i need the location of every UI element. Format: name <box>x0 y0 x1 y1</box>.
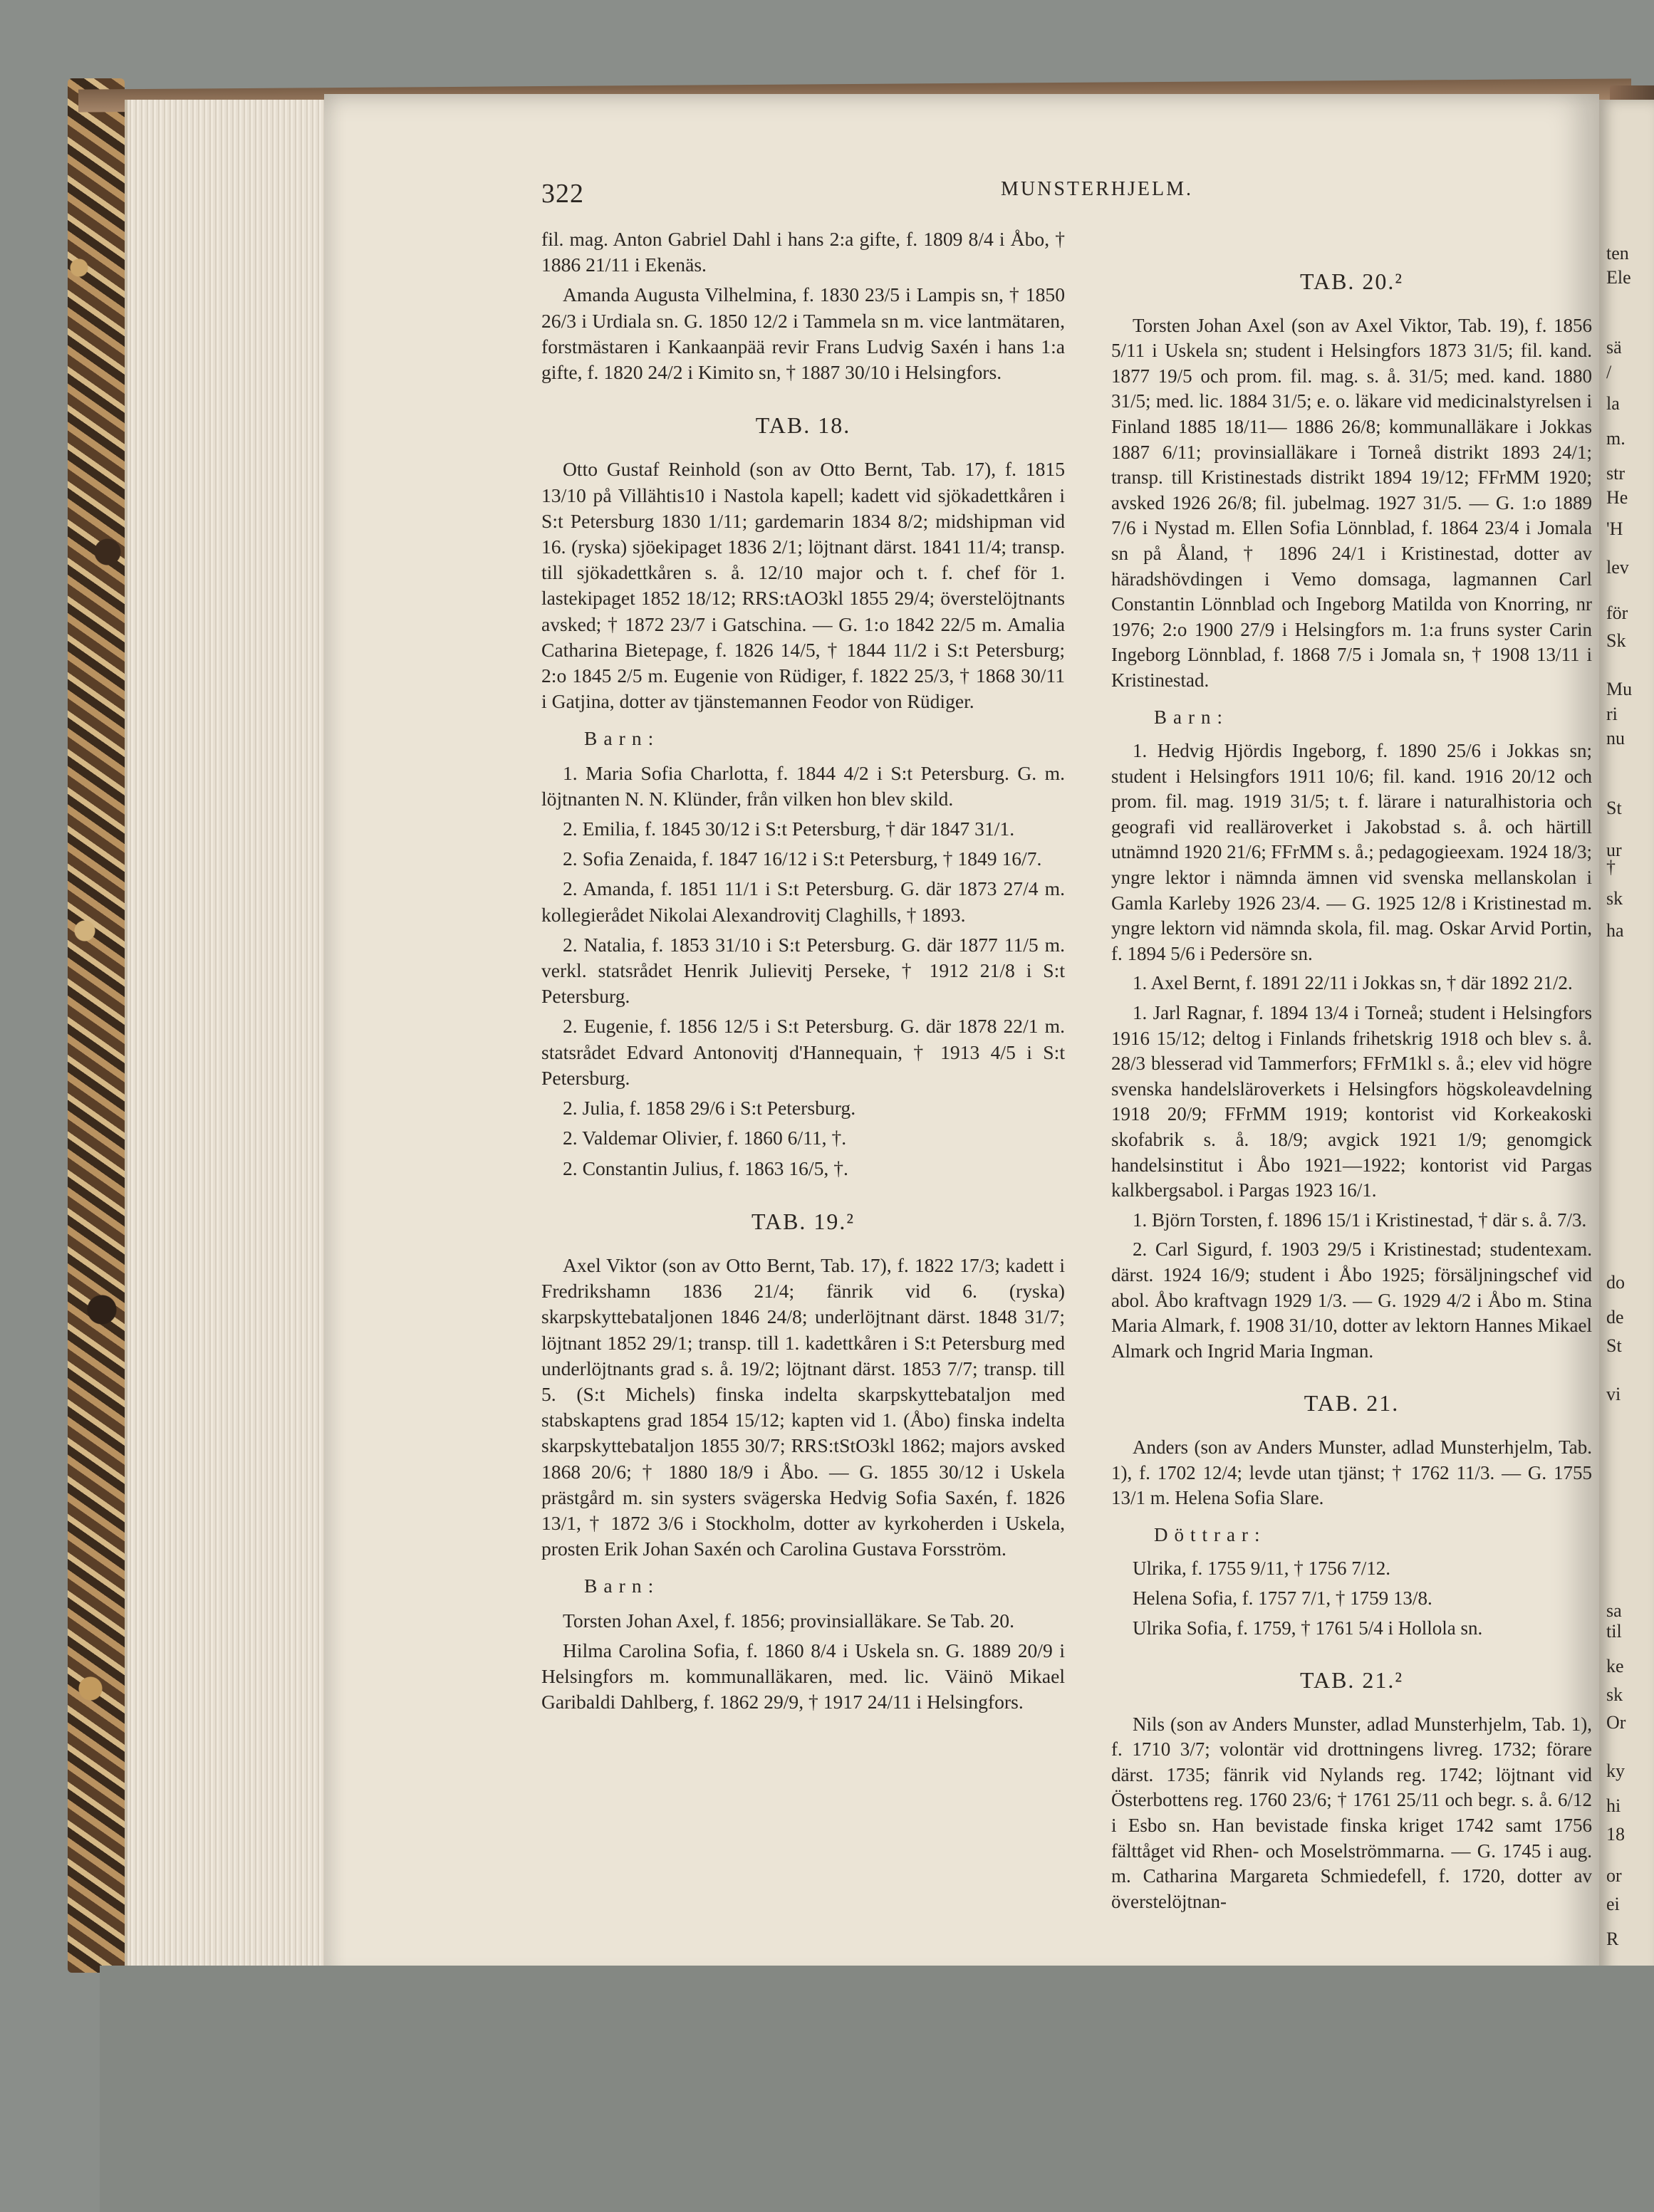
facing-page-fragment: ha <box>1606 919 1624 941</box>
facing-page-fragment: sk <box>1606 1684 1623 1705</box>
facing-page-fragment: de <box>1606 1307 1624 1328</box>
facing-page-fragment: or <box>1606 1865 1622 1887</box>
facing-page-fragment: He <box>1606 486 1628 508</box>
text-paragraph: Helena Sofia, f. 1757 7/1, † 1759 13/8. <box>1133 1587 1432 1609</box>
facing-page-fragment: sa <box>1606 1600 1622 1621</box>
text-paragraph: 2. Constantin Julius, f. 1863 16/5, †. <box>563 1157 848 1179</box>
facing-page-fragment: Sk <box>1606 630 1626 651</box>
facing-page-fragment: str <box>1606 462 1625 484</box>
table-heading: TAB. 18. <box>755 412 851 439</box>
section-label: Barn: <box>1154 706 1229 728</box>
section-label: Döttrar: <box>1154 1523 1266 1545</box>
text-paragraph: Torsten Johan Axel, f. 1856; provinsialläkare. Se Tab. 20. <box>563 1609 1014 1632</box>
text-paragraph: Ulrika Sofia, f. 1759, † 1761 5/4 i Hollola sn. <box>1133 1617 1483 1639</box>
facing-page-fragment: lev <box>1606 556 1629 578</box>
text-paragraph: 1. Maria Sofia Charlotta, f. 1844 4/2 i S:t Petersburg. G. m. löjtnanten N. N. Klünder, från vilken hon blev skild. <box>541 761 1065 810</box>
text-paragraph: Otto Gustaf Reinhold (son av Otto Bernt, Tab. 17), f. 1815 13/10 på Villähtis10 i Nastola kapell; kadett vid sjökadettkåren i S:t Petersburg 1830 1/11; gardemarin 1834 8/2; midshipman vid 16. (ryska) sjöekipaget 1836 2/1; löjtnant därst. 1841 11/4; transp. till sjökadettkåren s. å. 12/10 major och t. f. chef för 1. lastekipaget 1852 18/12; RRS:tAO3kl 1855 29/4; överstelöjtnants avsked; † 1872 23/7 i Gatschina. — G. 1:o 1842 22/5 m. Amalia Catharina Bietepage, f. 1826 14/5, † 1844 11/2 i S:t Petersburg; 2:o 1845 2/5 m. Eugenie von Rüdiger, f. 1822 25/3, † 1868 30/11 i Gatjina, dotter av tjänstemannen Feodor von Rüdiger. <box>541 458 1065 713</box>
text-paragraph: 1. Jarl Ragnar, f. 1894 13/4 i Torneå; student i Helsingfors 1916 15/12; deltog i Finlands frihetskrig 1918 och blev s. å. 28/3 blesserad vid Tammerfors; FFrM1kl s. å.; elev vid högre svenska handelsläroverkets i Helsingfors högskoleavdelning 1918 20/9; FFrMM 1919; kontorist vid Korkeakoski skofabrik s. å. 18/9; avgick 1921 1/9; genomgick handelsinstitut i Åbo 1921—1922; kontorist vid Pargas kalkbergsabol. i Pargas 1923 16/1. <box>1111 1002 1592 1201</box>
text-paragraph: 2. Sofia Zenaida, f. 1847 16/12 i S:t Petersburg, † 1849 16/7. <box>563 847 1042 870</box>
text-paragraph: fil. mag. Anton Gabriel Dahl i hans 2:a gifte, f. 1809 8/4 i Åbo, † 1886 21/11 i Ekenäs. <box>541 228 1065 276</box>
text-paragraph: 2. Amanda, f. 1851 11/1 i S:t Petersburg. G. där 1873 27/4 m. kollegierådet Nikolai Alexandrovitj Claghills, † 1893. <box>541 877 1065 926</box>
facing-page-fragment: † <box>1606 857 1616 878</box>
facing-page-fragment: sk <box>1606 888 1623 909</box>
text-paragraph: 1. Axel Bernt, f. 1891 22/11 i Jokkas sn, † där 1892 21/2. <box>1133 972 1573 994</box>
running-head: MUNSTERHJELM. <box>1001 178 1194 200</box>
text-paragraph: 1. Björn Torsten, f. 1896 15/1 i Kristinestad, † där s. å. 7/3. <box>1133 1209 1587 1231</box>
text-paragraph: 2. Eugenie, f. 1856 12/5 i S:t Petersburg. G. där 1878 22/1 m. statsrådet Edvard Antonovitj d'Hannequain, † 1913 4/5 i S:t Petersburg. <box>541 1015 1065 1089</box>
facing-page-fragment: ky <box>1606 1760 1625 1782</box>
text-paragraph: Axel Viktor (son av Otto Bernt, Tab. 17), f. 1822 17/3; kadett i Fredrikshamn 1836 21/4; fänrik vid 6. (ryska) skarpskyttebataljonen 1846 24/8; underlöjtnant därst. 1848 31/7; löjtnant 1852 29/1; transp. till 1. kadettkåren i S:t Petersburg med underlöjtnants grad s. å. 19/2; löjtnant därst. 1853 7/7; transp. till 5. (S:t Michels) finska indelta skarpskyttebataljon med stabskaptens grad 1854 15/12; kapten vid 1. (Åbo) finska indelta skarpskyttebataljon 1855 30/7; RRS:tStO3kl 1862; majors avsked 1868 20/6; † 1880 18/9 i Åbo. — G. 1855 30/12 i Uskela prästgård m. sin systers svägerska Hedvig Sofia Saxén, f. 1826 13/1, † 1872 3/6 i Stockholm, dotter av kyrkoherden i Uskela, prosten Erik Johan Saxén och Carolina Gustava Forsström. <box>541 1253 1065 1560</box>
facing-page-edge <box>1599 100 1654 1980</box>
text-paragraph: Hilma Carolina Sofia, f. 1860 8/4 i Uskela sn. G. 1889 20/9 i Helsingfors m. kommunalläkaren, med. lic. Väinö Mikael Garibaldi Dahlberg, f. 1862 29/9, † 1917 24/11 i Helsingfors. <box>541 1639 1065 1713</box>
text-paragraph: Anders (son av Anders Munster, adlad Munsterhjelm, Tab. 1), f. 1702 12/4; levde utan tjänst; † 1762 11/3. — G. 1755 13/1 m. Helena Sofia Slare. <box>1111 1436 1592 1509</box>
text-paragraph: 2. Julia, f. 1858 29/6 i S:t Petersburg. <box>563 1097 856 1120</box>
text-paragraph: Torsten Johan Axel (son av Axel Viktor, Tab. 19), f. 1856 5/11 i Uskela sn; student i Helsingfors 1873 31/5; fil. kand. 1877 19/5 och prom. fil. mag. s. å. 31/5; med. kand. 1880 31/5; med. lic. 1884 31/5; e. o. läkare vid medicinalstyrelsen i Finland 1885 18/11— 1886 26/8; kommunalläkare i Jokkas 1887 6/11; provinsialläkare i Torneå distrikt 1893 24/1; transp. till Kristinestads distrikt 1894 19/12; FFrMM 1920; avsked 1926 26/8; fil. jubelmag. 1927 31/5. — G. 1:o 1889 7/6 i Nystad m. Ellen Sofia Lönnblad, f. 1864 23/4 i Jomala sn på Åland, † 1896 24/1 i Kristinestad, dotter av häradshövdingen i Vemo domsaga, lagmannen Carl Constantin Lönnblad och Ingeborg Matilda von Knorring, nr 1976; 2:o 1900 27/9 i Helsingfors m. 1:a fruns syster Carin Ingeborg Lönnblad, f. 1868 7/5 i Jomala sn, † 1908 13/11 i Kristinestad. <box>1111 314 1592 691</box>
facing-page-fragment: 'H <box>1606 518 1623 539</box>
section-label: Barn: <box>584 1575 660 1597</box>
facing-page-fragment: ei <box>1606 1893 1620 1914</box>
facing-page-fragment: 18 <box>1606 1823 1625 1845</box>
facing-page-fragment: til <box>1606 1621 1622 1642</box>
facing-page-fragment: Ele <box>1606 267 1631 288</box>
facing-page-fragment: R <box>1606 1928 1619 1949</box>
facing-page-fragment: Or <box>1606 1711 1626 1733</box>
text-paragraph: 2. Carl Sigurd, f. 1903 29/5 i Kristinestad; studentexam. därst. 1924 16/9; student i Åbo 1925; försäljningschef vid abol. Åbo kraftvagn 1929 1/3. — G. 1929 4/2 i Åbo m. Stina Maria Almark, f. 1908 31/10, dotter av lektorn Hannes Mikael Almark och Ingrid Maria Ingman. <box>1111 1238 1592 1362</box>
facing-page-fragment: Mu <box>1606 679 1633 700</box>
facing-page-fragment: hi <box>1606 1795 1621 1817</box>
table-heading: TAB. 20.² <box>1299 268 1404 294</box>
table-heading: TAB. 21. <box>1304 1390 1400 1417</box>
facing-page-fragment: do <box>1606 1272 1625 1293</box>
facing-page-fragment: ri <box>1606 703 1618 724</box>
facing-page-fragment: sä <box>1606 337 1622 358</box>
facing-page-fragment: ten <box>1606 242 1629 264</box>
facing-page-fragment: St <box>1606 1335 1622 1356</box>
text-paragraph: 2. Emilia, f. 1845 30/12 i S:t Petersburg, † där 1847 31/1. <box>563 818 1015 840</box>
text-paragraph: Amanda Augusta Vilhelmina, f. 1830 23/5 i Lampis sn, † 1850 26/3 i Urdiala sn. G. 1850 12/2 i Tammela sn m. vice lantmätaren, forstmästaren i Kankaanpää revir Frans Ludvig Saxén i hans 1:a gifte, f. 1820 24/2 i Kimito sn, † 1887 30/10 i Helsingfors. <box>541 283 1065 384</box>
text-paragraph: 1. Hedvig Hjördis Ingeborg, f. 1890 25/6 i Jokkas sn; student i Helsingfors 1911 10/6; fil. kand. 1916 20/12 och prom. fil. mag. 1919 31/5; t. f. lärare i naturalhistoria och geografi vid realläroverket i Jakobstad s. å. och härtill utnämnd 1920 21/6; FFrMM s. å.; pedagogieexam. 1924 18/3; yngre lektor i nämnda ämnen vid svenska mellanskolan i Gamla Karleby 1926 23/4. — G. 1925 12/8 i Kristinestad m. yngre lektorn vid nämnda skola, fil. mag. Oskar Arvid Portin, f. 1894 5/6 i Pedersöre sn. <box>1111 740 1592 964</box>
facing-page-fragment: m. <box>1606 427 1626 449</box>
facing-page-fragment: nu <box>1606 728 1625 748</box>
text-paragraph: 2. Valdemar Olivier, f. 1860 6/11, †. <box>563 1127 847 1149</box>
book-spine-marbled <box>68 78 125 1973</box>
left-text-column <box>541 226 1065 1719</box>
right-text-column <box>1111 242 1592 1919</box>
page-stack-edge <box>125 100 334 1966</box>
facing-page-fragment: ur <box>1606 839 1622 860</box>
facing-page-fragment: ke <box>1606 1656 1624 1677</box>
table-heading: TAB. 19.² <box>751 1208 855 1234</box>
facing-page-fragment: la <box>1606 392 1620 414</box>
text-paragraph: Nils (son av Anders Munster, adlad Munsterhjelm, Tab. 1), f. 1710 3/7; volontär vid drottningens livreg. 1732; förare därst. 1735; fänrik vid Nylands reg. 1742; löjtnant vid Österbottens reg. 1760 23/6; † 1761 25/11 och begr. s. å. 6/12 i Esbo sn. Han bevistade finska kriget 1742 samt 1756 fälttåget vid Rhen- och Moselströmmarna. — G. 1745 i aug. m. Catharina Margareta Schmiedefell, f. 1720, dotter av överstelöjtnan- <box>1111 1713 1592 1912</box>
text-paragraph: Ulrika, f. 1755 9/11, † 1756 7/12. <box>1133 1558 1390 1580</box>
background-surface <box>100 1966 1654 2212</box>
facing-page-fragment: vi <box>1606 1384 1621 1405</box>
table-heading: TAB. 21.² <box>1299 1667 1404 1694</box>
page-number: 322 <box>541 179 584 209</box>
section-label: Barn: <box>584 727 660 750</box>
text-paragraph: 2. Natalia, f. 1853 31/10 i S:t Petersburg. G. där 1877 11/5 m. verkl. statsrådet Henrik Julievitj Perseke, † 1912 21/8 i S:t Petersburg. <box>541 933 1065 1008</box>
facing-page-fragment: / <box>1606 361 1612 382</box>
facing-page-fragment: för <box>1606 602 1628 623</box>
facing-page-fragment: St <box>1606 798 1622 818</box>
